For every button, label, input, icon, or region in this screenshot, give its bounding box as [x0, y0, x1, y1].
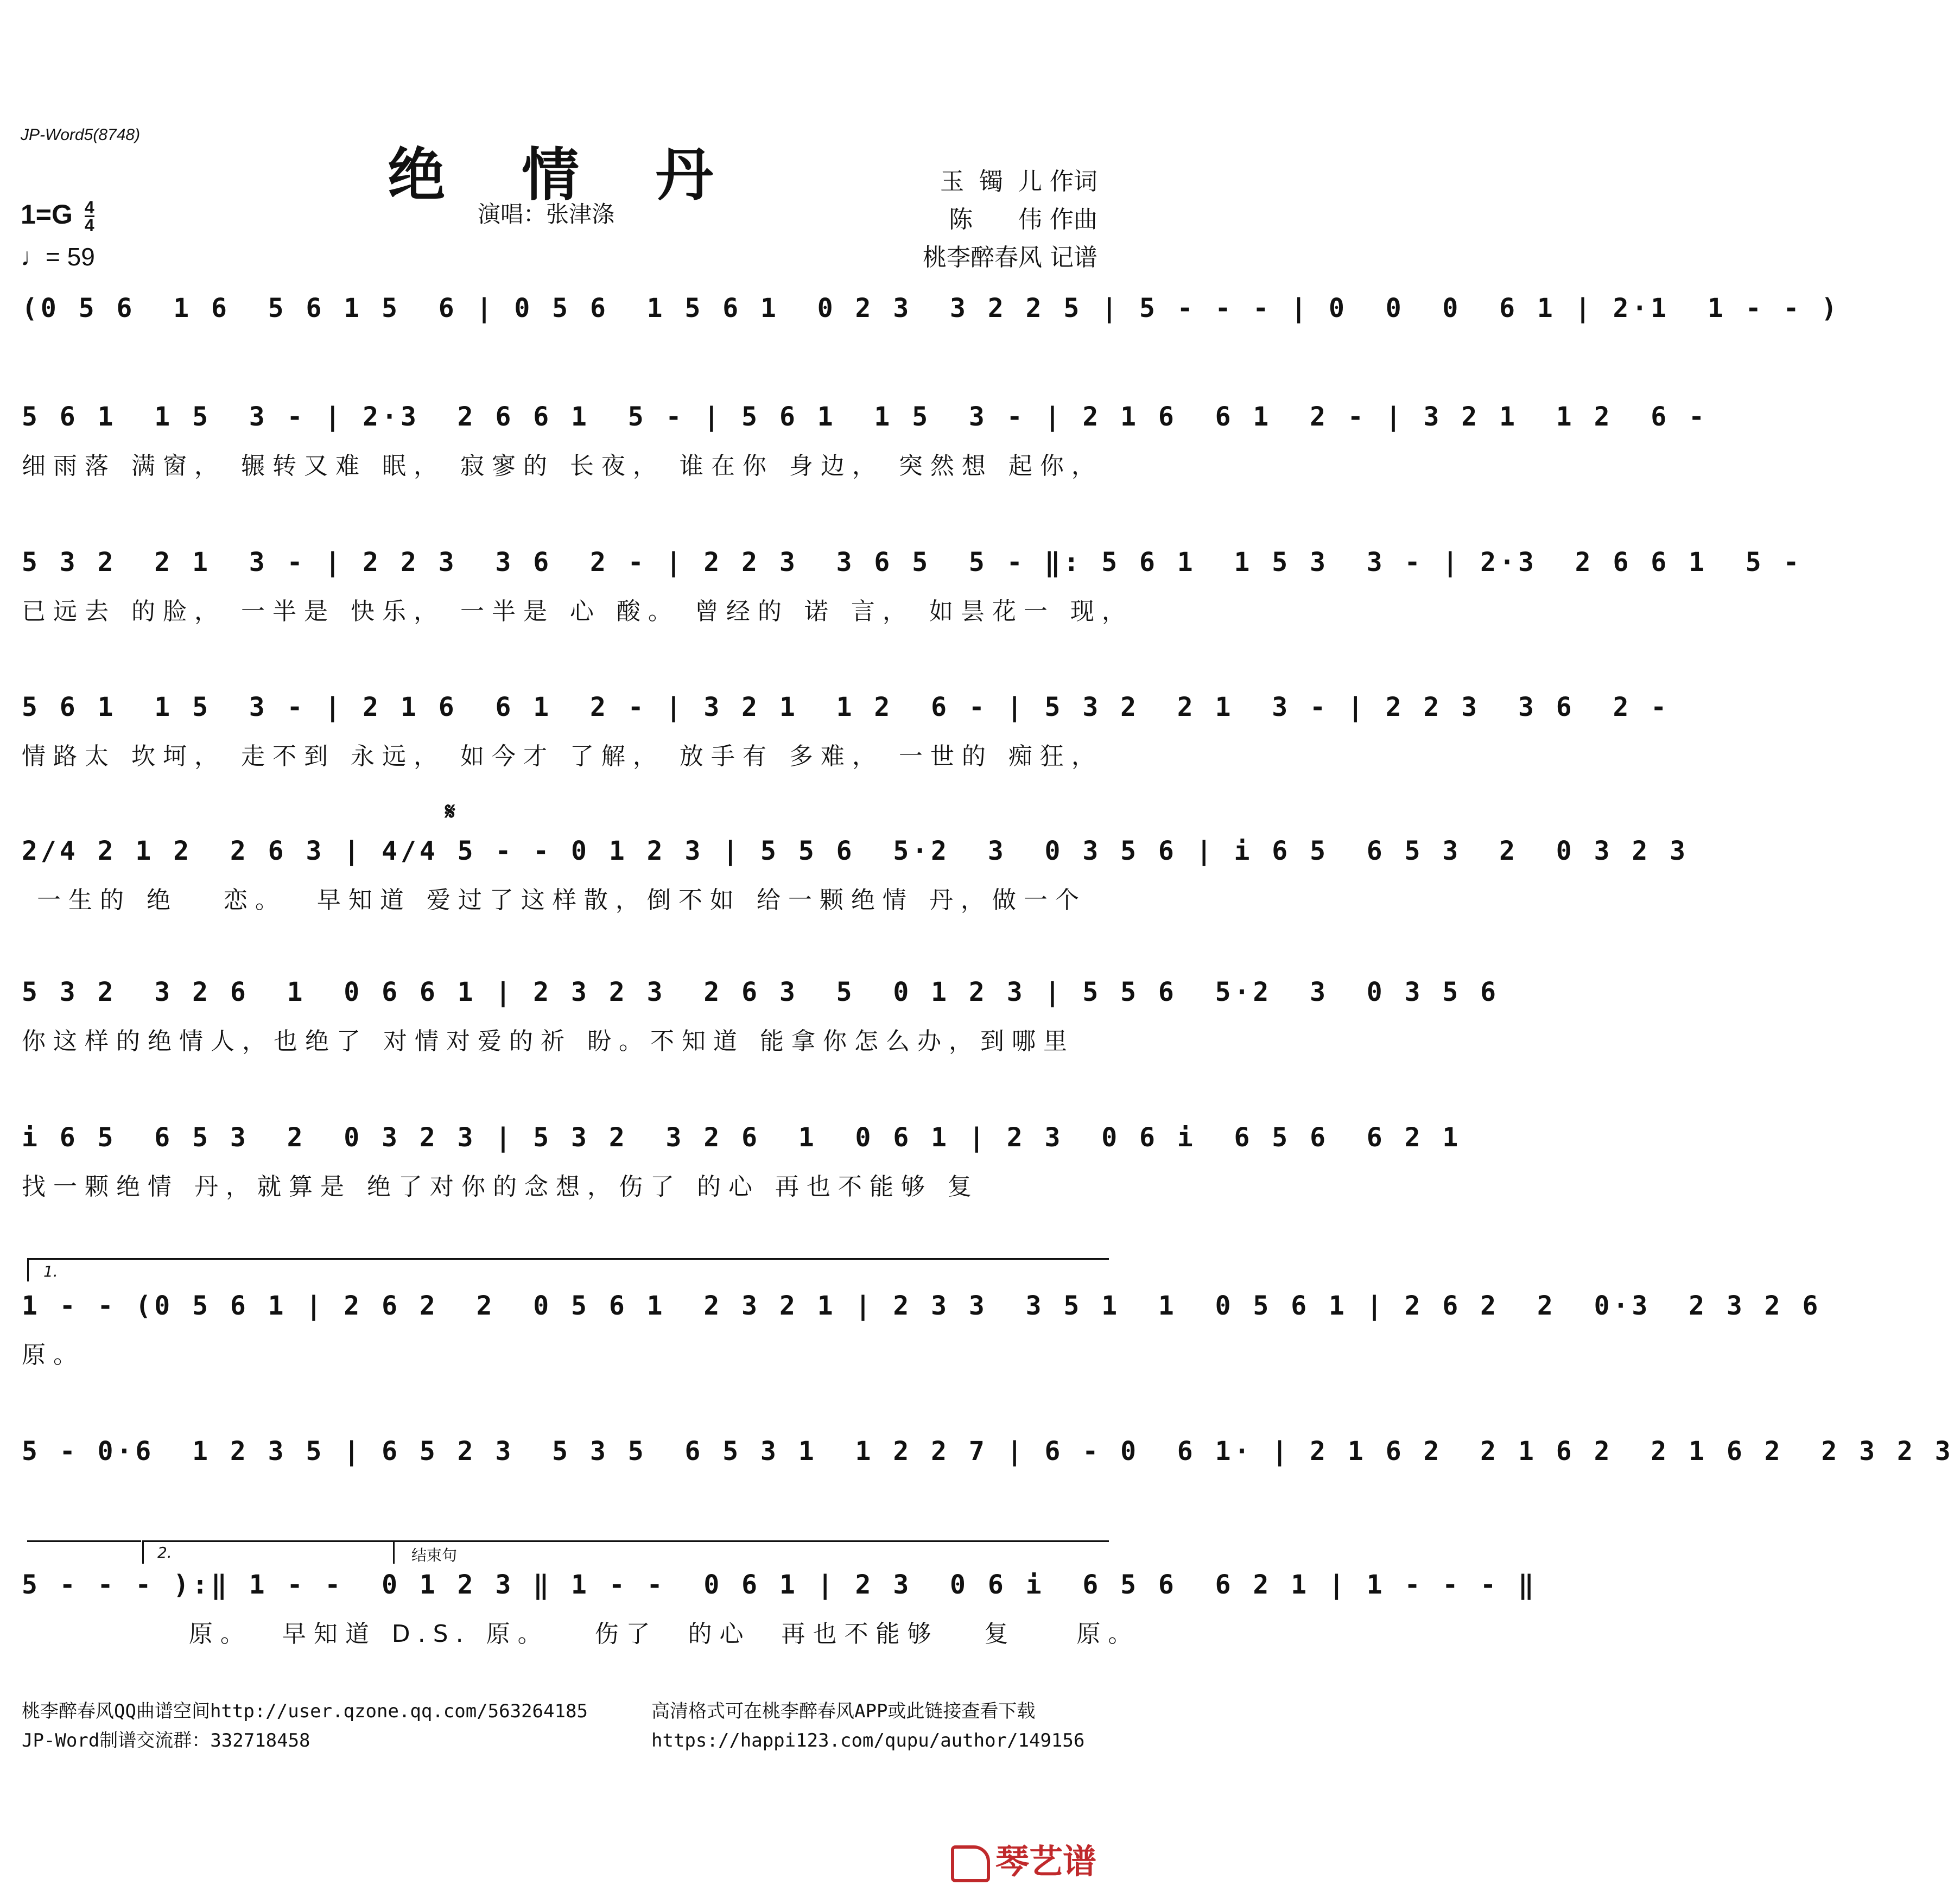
- lyrics-line: 你这样的绝情人，也绝了 对情对爱的祈 盼。不知道 能拿你怎么办，到哪里: [22, 1027, 1075, 1055]
- notation-line: 2/4 2 1 2 2 6 3 | 4/4 5 - - 0 1 2 3 | 5 5 6 5·2 3 0 3 5 6 | i 6 5 6 5 3 2 0 3 2 3: [22, 836, 1689, 866]
- notation-line: 1 - - (0 5 6 1 | 2 6 2 2 0 5 6 1 2 3 2 1 | 2 3 3 3 5 1 1 0 5 6 1 | 2 6 2 2 0·3 2 3 2 6: [22, 1291, 1822, 1321]
- transcriber-credit: 桃李醉春风 记谱: [923, 244, 1097, 271]
- key-label: 1=G: [21, 199, 73, 230]
- footer-qzone-link[interactable]: 桃李醉春风QQ曲谱空间http://user.qzone.qq.com/563264185: [22, 1700, 588, 1722]
- ending-phrase-label: 结束句: [411, 1546, 458, 1564]
- footer-app-note: 高清格式可在桃李醉春风APP或此链接查看下载: [651, 1700, 1036, 1722]
- song-title: 绝 情 丹: [388, 141, 741, 208]
- lyrics-line: [22, 1481, 1107, 1515]
- notation-line: 5 6 1 1 5 3 - | 2·3 2 6 6 1 5 - | 5 6 1 1 5 3 - | 2 1 6 6 1 2 - | 3 2 1 1 2 6 -: [22, 402, 1708, 432]
- first-ending-label: 1.: [43, 1262, 58, 1280]
- lyrics-line: 原。: [22, 1341, 85, 1369]
- notation-line: 5 6 1 1 5 3 - | 2 1 6 6 1 2 - | 3 2 1 1 2 6 - | 5 3 2 2 1 3 - | 2 2 3 3 6 2 -: [22, 692, 1670, 722]
- lyrics-line: 已远去 的脸， 一半是 快乐， 一半是 心 酸。 曾经的 诺 言， 如昙花一 现，: [22, 598, 1133, 625]
- tempo-marking: [21, 242, 95, 271]
- footer-download-link[interactable]: https://happi123.com/qupu/author/149156: [651, 1730, 1085, 1751]
- time-top: 4: [84, 198, 94, 218]
- time-signature: [84, 198, 94, 236]
- segno-icon: 𝄋: [445, 798, 455, 826]
- lyrics-line: 情路太 坎坷， 走不到 永远， 如今才 了解， 放手有 多难， 一世的 痴狂，: [22, 742, 1103, 770]
- notation-line: 5 3 2 2 1 3 - | 2 2 3 3 6 2 - | 2 2 3 3 6 5 5 - ‖: 5 6 1 1 5 3 3 - | 2·3 2 6 6 1 5 -: [22, 547, 1803, 577]
- second-ending-label: 2.: [157, 1544, 172, 1562]
- lyricist-credit: 玉 镯 儿 作词: [940, 168, 1097, 195]
- footer-left: [22, 1697, 588, 1755]
- key-signature: [21, 198, 94, 236]
- ending-phrase-bracket: [393, 1540, 1109, 1564]
- lyrics-line: [22, 338, 1107, 372]
- composer-credit: 陈 伟 作曲: [949, 206, 1097, 233]
- lyrics-line: 一生的 绝 恋。 早知道 爱过了这样散，倒不如 给一颗绝情 丹，做一个: [22, 886, 1087, 914]
- lyrics-line: 原。 早知道 D.S. 原。 伤了 的心 再也不能够 复 原。: [22, 1620, 1140, 1648]
- brand-logo: [951, 1835, 1096, 1883]
- quarter-note-icon: ♩: [21, 243, 46, 271]
- footer-right: [651, 1697, 1084, 1755]
- second-ending-bracket: [142, 1540, 394, 1564]
- brand-name: 琴艺谱: [995, 1842, 1096, 1881]
- notation-line: i 6 5 6 5 3 2 0 3 2 3 | 5 3 2 3 2 6 1 0 6 1 | 2 3 0 6 i 6 5 6 6 2 1: [22, 1122, 1462, 1153]
- brand-icon: [951, 1845, 990, 1882]
- notation-line: 5 - - - ):‖ 1 - - 0 1 2 3 ‖ 1 - - 0 6 1 | 2 3 0 6 i 6 5 6 6 2 1 | 1 - - - ‖: [22, 1570, 1537, 1600]
- tempo-value: = 59: [46, 243, 95, 271]
- lyrics-line: 找一颗绝情 丹，就算是 绝了对你的念想，伤了 的心 再也不能够 复: [22, 1173, 979, 1201]
- first-ending-bracket: [27, 1258, 1109, 1281]
- lyrics-line: 细雨落 满窗， 辗转又难 眠， 寂寥的 长夜， 谁在你 身边， 突然想 起你，: [22, 452, 1103, 480]
- notation-line: (0 5 6 1 6 5 6 1 5 6 | 0 5 6 1 5 6 1 0 2 3 3 2 2 5 | 5 - - - | 0 0 0 6 1 | 2·1 1 - - ): [22, 293, 1841, 323]
- singer-credit: 演唱：张津涤: [478, 201, 615, 227]
- notation-line: 5 - 0·6 1 2 3 5 | 6 5 2 3 5 3 5 6 5 3 1 1 2 2 7 | 6 - 0 6 1· | 2 1 6 2 2 1 6 2 2 1 6 2 2 3 2 3: [22, 1436, 1954, 1467]
- notation-line: 5 3 2 3 2 6 1 0 6 6 1 | 2 3 2 3 2 6 3 5 0 1 2 3 | 5 5 6 5·2 3 0 3 5 6: [22, 977, 1500, 1007]
- repeat-bracket: [27, 1540, 141, 1564]
- credits: [923, 163, 1097, 277]
- time-bottom: 4: [84, 215, 94, 236]
- software-label: JP-Word5(8748): [21, 126, 141, 144]
- footer-group-info: JP-Word制谱交流群：332718458: [22, 1730, 310, 1751]
